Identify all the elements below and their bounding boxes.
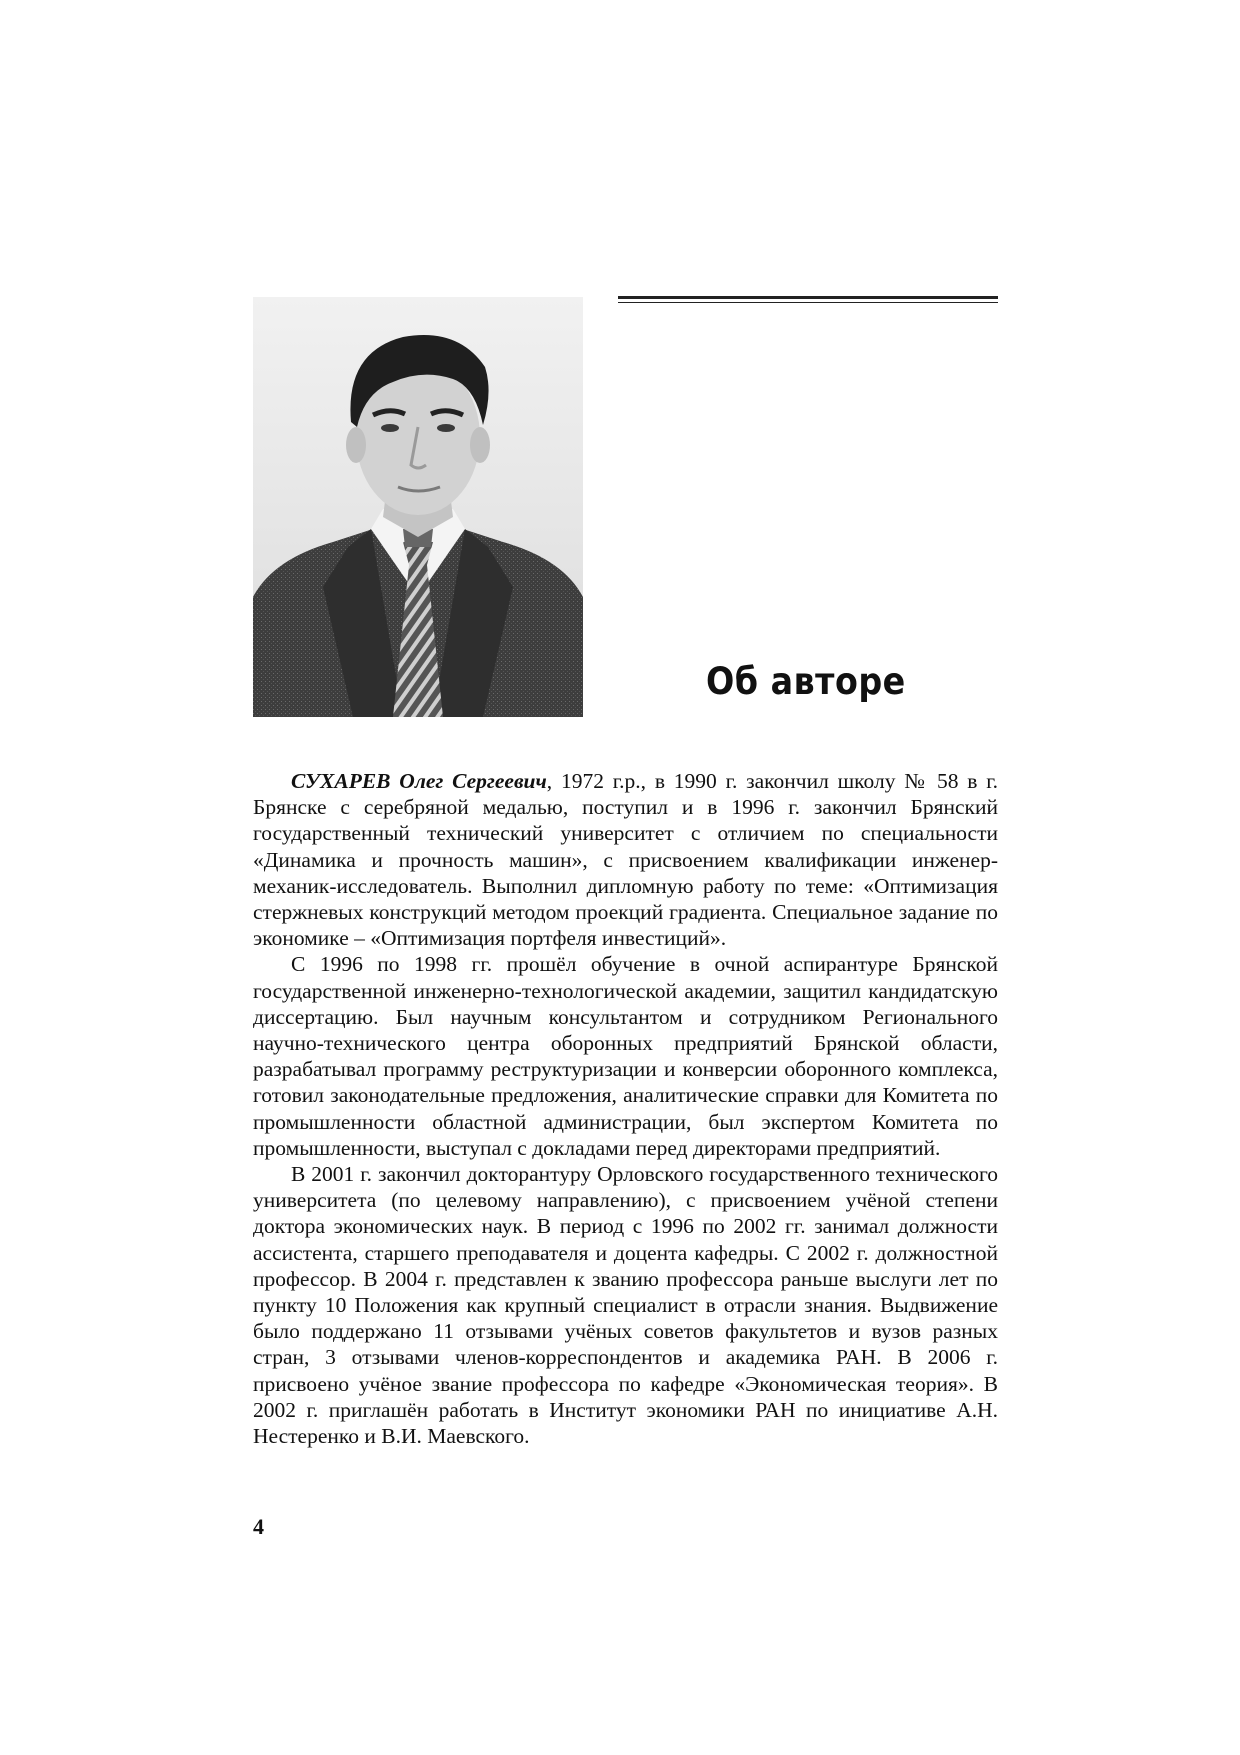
bio-paragraph-2: С 1996 по 1998 гг. прошёл обучение в очной аспирантуре Брянской государственной инженерно-технологической академии, защитил кандидатскую диссертацию. Был научным консультантом и сотрудником Регионального научно-технического центра оборонных предприятий Брянской области, разрабатывал программу реструктуризации и конверсии оборонного комплекса, готовил законодательные предложения, аналитические справки для Комитета по промышленности областной администрации, был экспертом Комитета по промышленности, выступал с докладами перед директорами предприятий. <box>253 952 998 1160</box>
page-title: Об авторе <box>706 660 906 703</box>
author-biography <box>253 768 998 1449</box>
bio-paragraph-1 <box>253 768 998 951</box>
bio-paragraph-3: В 2001 г. закончил докторантуру Орловского государственного технического университета (по целевому направлению), с присвоением учёной степени доктора экономических наук. В период с 1996 по 2002 гг. занимал должности ассистента, старшего преподавателя и доцента кафедры. С 2002 г. должностной профессор. В 2004 г. представлен к званию профессора раньше выслуги лет по пункту 10 Положения как крупный специалист в отрасли знания. Выдвижение было поддержано 11 отзывами учёных советов факультетов и вузов разных стран, 3 отзывами членов-корреспондентов и академика РАН. В 2006 г. присвоено учёное звание профессора по кафедре «Экономическая теория». В 2002 г. приглашён работать в Институт экономики РАН по инициативе А.Н. Нестеренко и В.И. Маевского. <box>253 1162 998 1449</box>
bio-paragraph-1-text: , 1972 г.р., в 1990 г. закончил школу № 58 в г. Брянске с серебряной медалью, поступил и в 1996 г. закончил Брянский государственный технический университет с отличием по специальности «Динамика и прочность машин», с присвоением квалификации инженер-механик-исследователь. Выполнил дипломную работу по теме: «Оптимизация стержневых конструкций методом проекций градиента. Специальное задание по экономике – «Оптимизация портфеля инвестиций». <box>253 769 999 951</box>
author-portrait-photo <box>253 297 583 717</box>
author-name: СУХАРЕВ Олег Сергеевич <box>291 769 547 793</box>
portrait-illustration <box>253 297 583 717</box>
header-rule-thin <box>618 302 998 303</box>
header-rule-thick <box>618 296 998 299</box>
page-number: 4 <box>253 1514 264 1539</box>
